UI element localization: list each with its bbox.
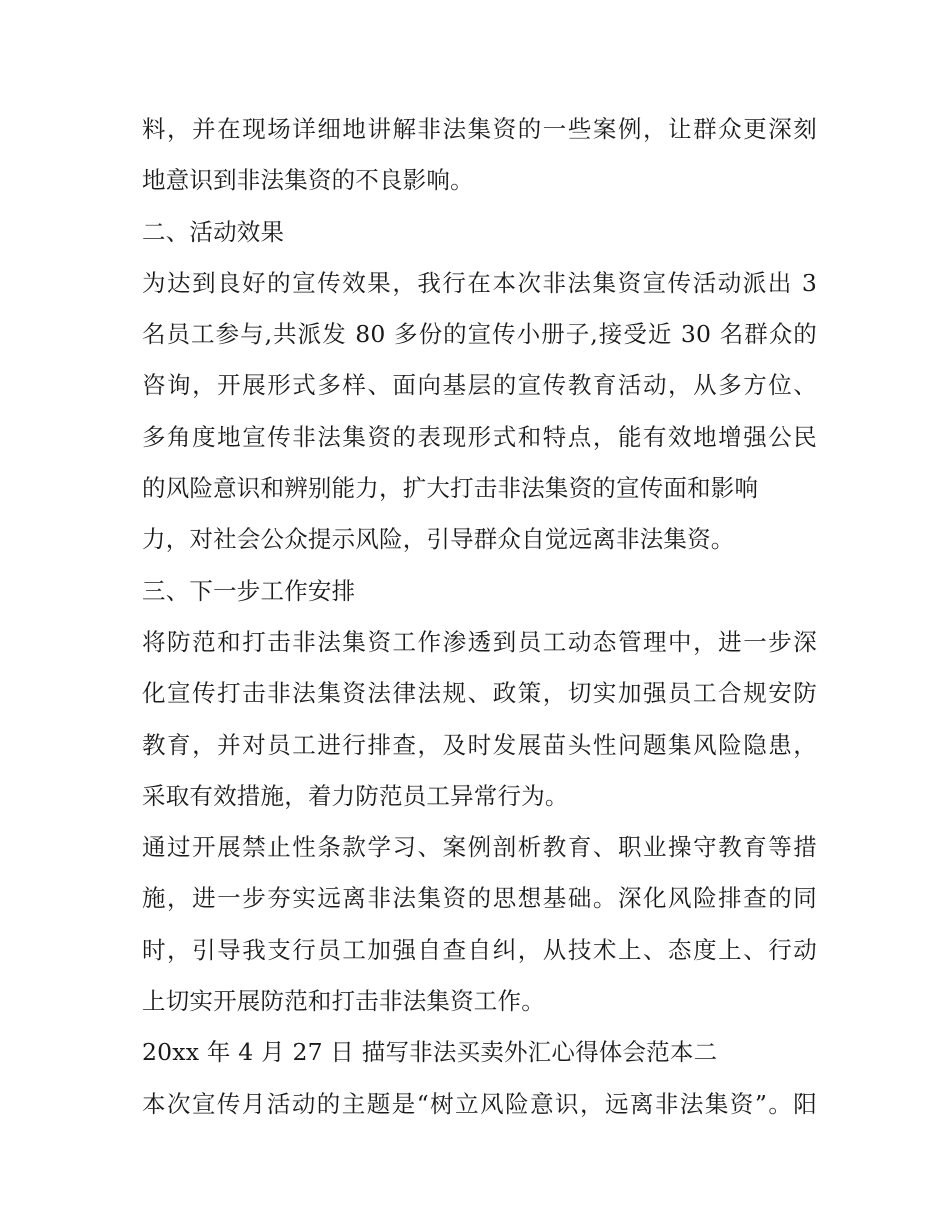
text-line: 施，进一步夯实远离非法集资的思想基础。深化风险排查的同	[142, 884, 817, 913]
text-line: 上切实开展防范和打击非法集资工作。	[142, 987, 545, 1016]
text-line: 教育，并对员工进行排查，及时发展苗头性问题集风险隐患，	[142, 730, 817, 759]
text-line: 为达到良好的宣传效果，我行在本次非法集资宣传活动派出 3	[142, 268, 817, 297]
text-line: 的风险意识和辨别能力，扩大打击非法集资的宣传面和影响	[142, 474, 759, 503]
text-line: 采取有效措施，着力防范员工异常行为。	[142, 781, 569, 810]
text-line: 20xx 年 4 月 27 日 描写非法买卖外汇心得体会范本二	[142, 1038, 718, 1067]
text-line: 化宣传打击非法集资法律法规、政策，切实加强员工合规安防	[142, 679, 817, 708]
text-line: 通过开展禁止性条款学习、案例剖析教育、职业操守教育等措	[142, 833, 817, 862]
text-line: 二、活动效果	[142, 217, 285, 246]
text-line: 本次宣传月活动的主题是“树立风险意识，远离非法集资”。阳	[142, 1089, 817, 1118]
text-line: 三、下一步工作安排	[142, 576, 356, 605]
text-line: 将防范和打击非法集资工作渗透到员工动态管理中，进一步深	[142, 627, 817, 656]
text-line: 多角度地宣传非法集资的表现形式和特点，能有效地增强公民	[142, 422, 817, 451]
text-line: 咨询，开展形式多样、面向基层的宣传教育活动，从多方位、	[142, 371, 817, 400]
document-body	[142, 104, 817, 1130]
text-line: 名员工参与,共派发 80 多份的宣传小册子,接受近 30 名群众的	[142, 320, 817, 349]
text-line: 时，引导我支行员工加强自查自纠，从技术上、态度上、行动	[142, 935, 817, 964]
text-line: 力，对社会公众提示风险，引导群众自觉远离非法集资。	[142, 525, 735, 554]
text-line: 料，并在现场详细地讲解非法集资的一些案例，让群众更深刻	[142, 115, 817, 143]
text-line: 地意识到非法集资的不良影响。	[142, 166, 474, 195]
